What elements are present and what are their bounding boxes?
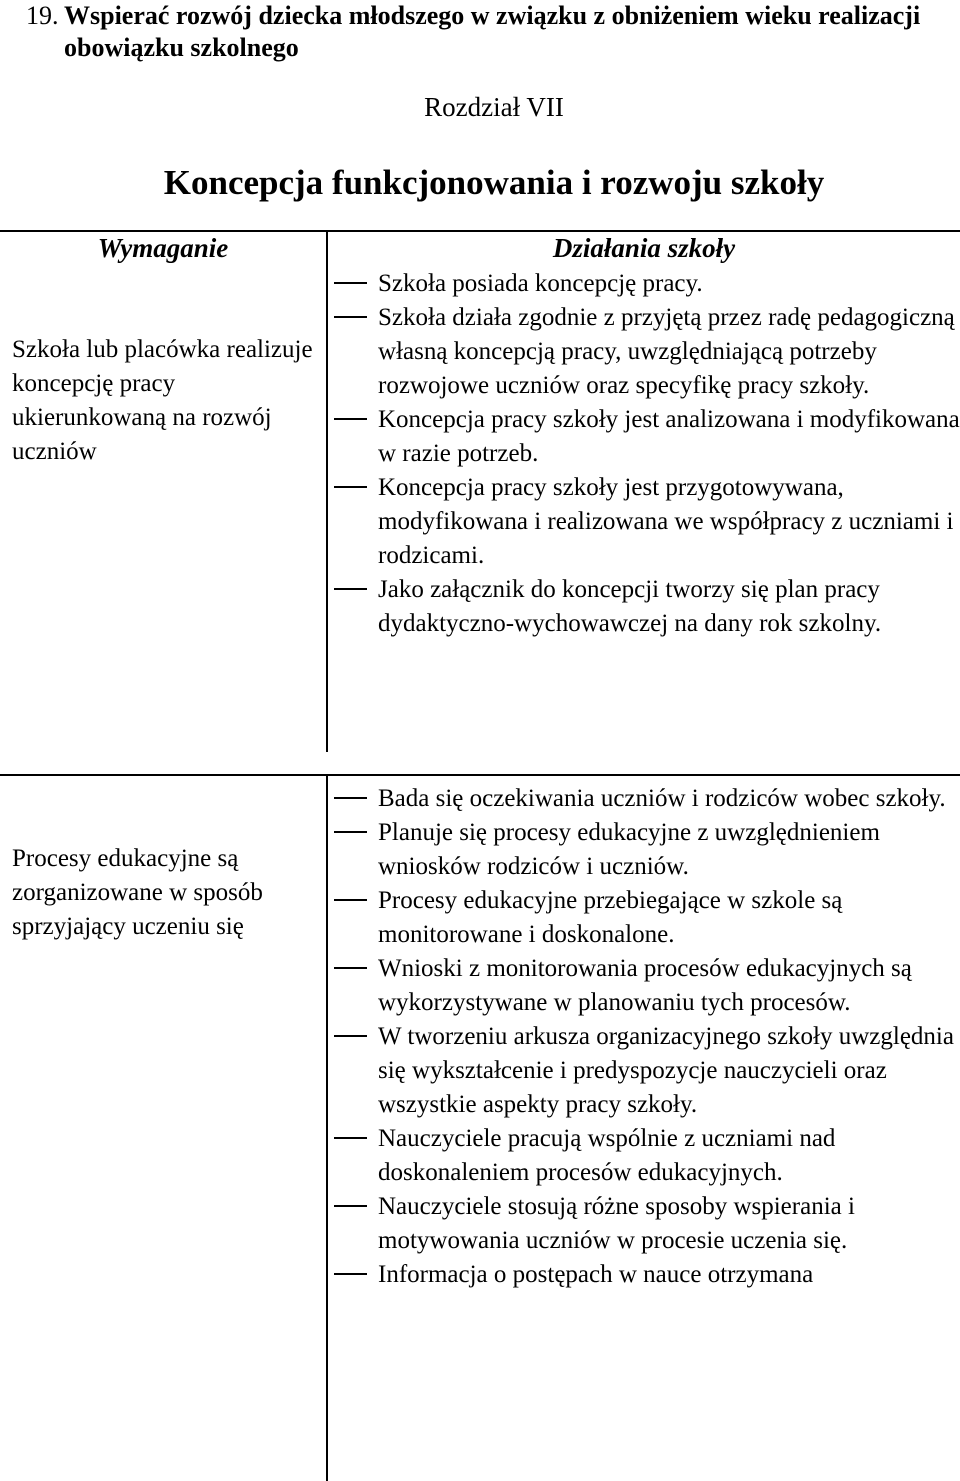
action-item: [328, 884, 960, 952]
action-text: Wnioski z monitorowania procesów edukacyjnych są wykorzystywane w planowaniu tych procesów.: [378, 955, 912, 1016]
dash-bullet: [334, 1035, 367, 1037]
header-requirement: Wymaganie: [97, 233, 229, 263]
chapter-heading: Rozdział VII: [424, 92, 564, 122]
action-text: Planuje się procesy edukacyjne z uwzględnieniem wniosków rodziców i uczniów.: [378, 819, 880, 880]
requirements-table: [0, 230, 960, 1481]
row1-actions-list: [328, 267, 960, 641]
action-item: [328, 816, 960, 884]
action-item: [328, 267, 960, 301]
action-text: Jako załącznik do koncepcji tworzy się plan pracy dydaktyczno-wychowawczej na dany rok szkolny.: [378, 576, 882, 637]
action-item: [328, 301, 960, 403]
page-title: Koncepcja funkcjonowania i rozwoju szkoły: [163, 163, 825, 202]
dash-bullet: [334, 967, 367, 969]
action-text: Koncepcja pracy szkoły jest przygotowywana, modyfikowana i realizowana we współpracy z uczniami i rodzicami.: [378, 474, 954, 569]
action-text: Bada się oczekiwania uczniów i rodziców wobec szkoły.: [378, 785, 946, 812]
dash-bullet: [334, 1273, 367, 1275]
dash-bullet: [334, 797, 367, 799]
header-actions: Działania szkoły: [552, 233, 736, 263]
row2-actions-list: [328, 782, 960, 1292]
action-text: W tworzeniu arkusza organizacyjnego szkoły uwzględnia się wykształcenie i predyspozycje nauczycieli oraz wszystkie aspekty pracy szkoły.: [378, 1023, 954, 1118]
action-text: Nauczyciele pracują wspólnie z uczniami nad doskonaleniem procesów edukacyjnych.: [378, 1125, 836, 1186]
dash-bullet: [334, 282, 367, 284]
action-item: [328, 952, 960, 1020]
intro-text: Wspierać rozwój dziecka młodszego w związku z obniżeniem wieku realizacji obowiązku szkolnego: [64, 1, 921, 62]
dash-bullet: [334, 899, 367, 901]
dash-bullet: [334, 486, 367, 488]
action-text: Koncepcja pracy szkoły jest analizowana i modyfikowana w razie potrzeb.: [378, 406, 960, 467]
action-text: Procesy edukacyjne przebiegające w szkole są monitorowane i doskonalone.: [378, 887, 843, 948]
dash-bullet: [334, 1137, 367, 1139]
action-text: Szkoła posiada koncepcję pracy.: [378, 270, 703, 297]
action-text: Szkoła działa zgodnie z przyjętą przez radę pedagogiczną własną koncepcją pracy, uwzględniającą potrzeby rozwojowe uczniów oraz specyfikę pracy szkoły.: [378, 304, 955, 399]
row-divider: [0, 774, 960, 776]
action-text: Nauczyciele stosują różne sposoby wspierania i motywowania uczniów w procesie uczenia się.: [378, 1193, 855, 1254]
dash-bullet: [334, 418, 367, 420]
row2-requirement: Procesy edukacyjne są zorganizowane w sposób sprzyjający uczeniu się: [12, 845, 263, 940]
intro-number: 19.: [26, 1, 59, 30]
action-item: [328, 471, 960, 573]
action-item: [328, 1190, 960, 1258]
action-item: [328, 1122, 960, 1190]
action-item: [328, 1258, 960, 1292]
action-item: [328, 403, 960, 471]
action-item: [328, 782, 960, 816]
dash-bullet: [334, 831, 367, 833]
action-item: [328, 1020, 960, 1122]
dash-bullet: [334, 316, 367, 318]
dash-bullet: [334, 1205, 367, 1207]
dash-bullet: [334, 588, 367, 590]
action-item: [328, 573, 960, 641]
action-text: Informacja o postępach w nauce otrzymana: [378, 1261, 814, 1288]
row1-requirement: Szkoła lub placówka realizuje koncepcję pracy ukierunkowaną na rozwój uczniów: [12, 336, 313, 465]
